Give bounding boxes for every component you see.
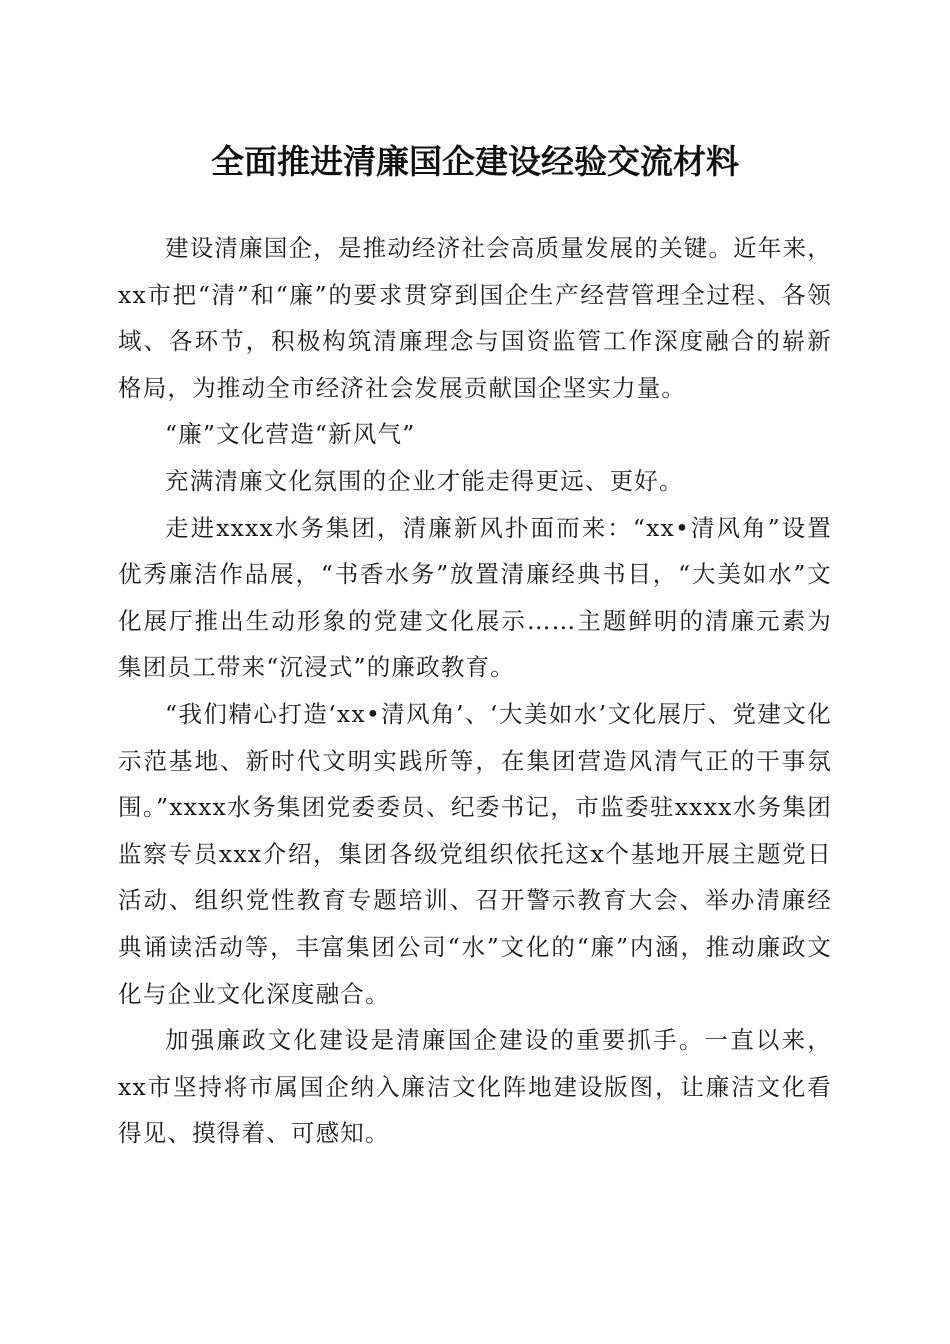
document-title: 全面推进清廉国企建设经验交流材料	[211, 142, 739, 181]
section-heading: “廉”文化营造“新风气”	[165, 420, 416, 449]
paragraph: 加强廉政文化建设是清廉国企建设的重要抓手。一直以来，xx市坚持将市属国企纳入廉洁文化阵地建设版图，让廉洁文化看得见、摸得着、可感知。	[118, 1026, 832, 1148]
paragraph: 走进xxxx水务集团，清廉新风扑面而来：“xx•清风角”设置优秀廉洁作品展，“书香水务”放置清廉经典书目，“大美如水”文化展厅推出生动形象的党建文化展示……主题鲜明的清廉元素为集团员工带来“沉浸式”的廉政教育。	[118, 513, 832, 682]
paragraph: “我们精心打造‘xx•清风角’、‘大美如水’文化展厅、党建文化示范基地、新时代文明实践所等，在集团营造风清气正的干事氛围。”xxxx水务集团党委委员、纪委书记，市监委驻xxxx水务集团监察专员xxx介绍，集团各级党组织依托这x个基地开展主题党日活动、组织党性教育专题培训、召开警示教育大会、举办清廉经典诵读活动等，丰富集团公司“水”文化的“廉”内涵，推动廉政文化与企业文化深度融合。	[118, 699, 832, 1008]
paragraph-intro: 建设清廉国企，是推动经济社会高质量发展的关键。近年来，xx市把“清”和“廉”的要求贯穿到国企生产经营管理全过程、各领域、各环节，积极构筑清廉理念与国资监管工作深度融合的崭新格局，为推动全市经济社会发展贡献国企坚实力量。	[118, 234, 832, 402]
document-body	[118, 225, 832, 1157]
paragraph: 充满清廉文化氛围的企业才能走得更远、更好。	[165, 466, 684, 495]
